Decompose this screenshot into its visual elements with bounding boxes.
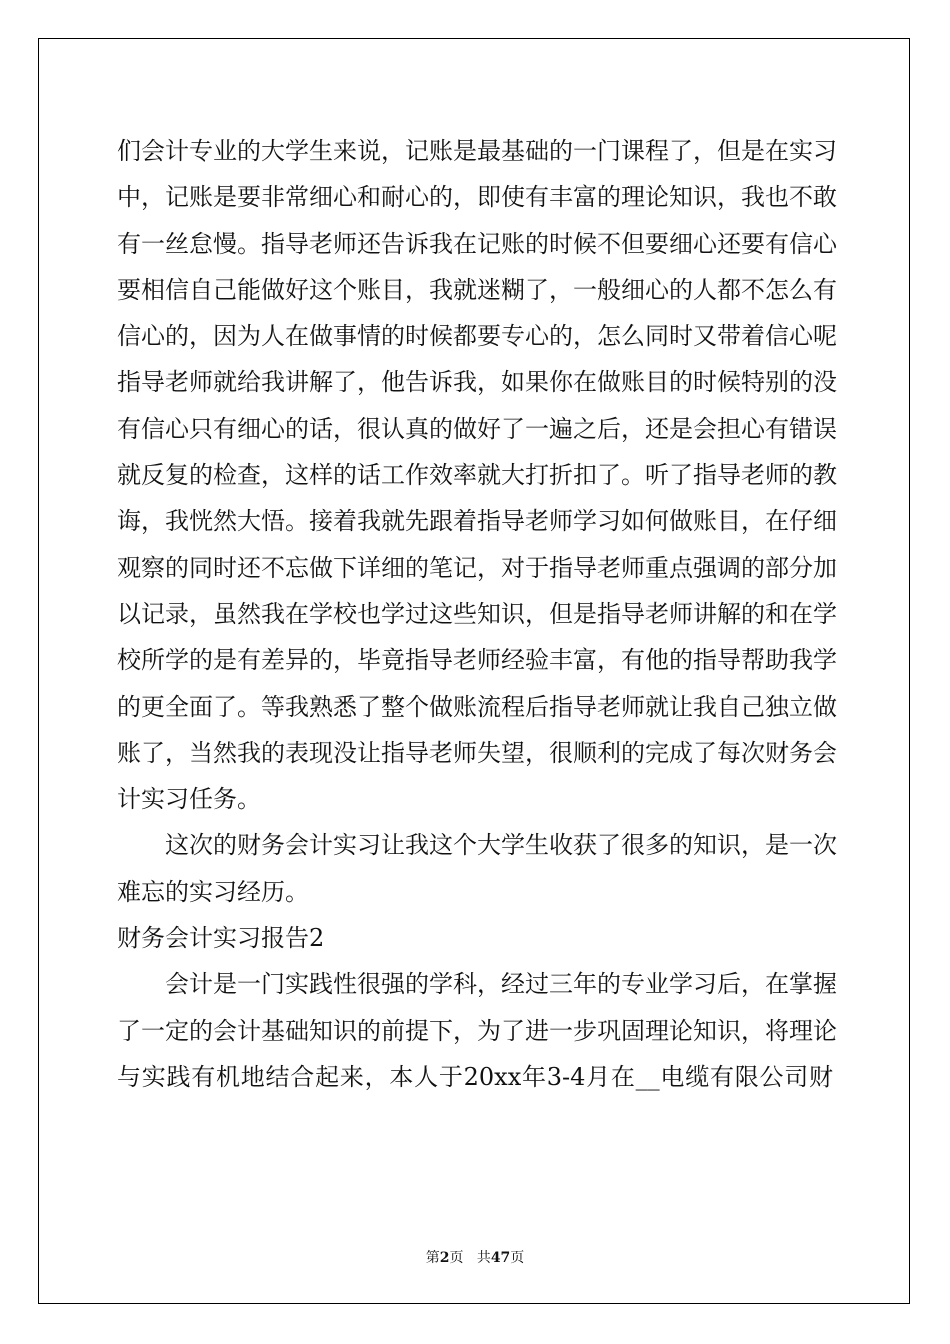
body-line: 会计是一门实践性很强的学科，经过三年的专业学习后，在掌握 bbox=[165, 970, 837, 999]
body-line: 有一丝怠慢。指导老师还告诉我在记账的时候不但要细心还要有信心 bbox=[117, 229, 837, 258]
page-footer bbox=[0, 1247, 950, 1267]
footer-total-suffix: 页 bbox=[510, 1250, 525, 1266]
footer-total-prefix: 共 bbox=[476, 1250, 491, 1266]
body-line: 就反复的检查，这样的话工作效率就大打折扣了。听了指导老师的教 bbox=[117, 461, 837, 490]
body-line: 们会计专业的大学生来说，记账是最基础的一门课程了，但是在实习 bbox=[117, 137, 837, 165]
body-line: 指导老师就给我讲解了，他告诉我，如果你在做账目的时候特别的没 bbox=[117, 368, 837, 397]
body-line: 与实践有机地结合起来，本人于20xx年3-4月在__电缆有限公司财 bbox=[117, 1062, 833, 1091]
document-body bbox=[117, 128, 837, 1100]
body-line: 以记录，虽然我在学校也学过这些知识，但是指导老师讲解的和在学 bbox=[117, 599, 837, 628]
current-page-number: 2 bbox=[439, 1250, 450, 1266]
body-line: 这次的财务会计实习让我这个大学生收获了很多的知识，是一次 bbox=[165, 831, 837, 860]
body-line: 有信心只有细心的话，很认真的做好了一遍之后，还是会担心有错误 bbox=[117, 414, 837, 443]
total-pages-number: 47 bbox=[490, 1250, 511, 1266]
body-line: 的更全面了。等我熟悉了整个做账流程后指导老师就让我自己独立做 bbox=[117, 692, 837, 721]
body-line: 诲，我恍然大悟。接着我就先跟着指导老师学习如何做账目，在仔细 bbox=[117, 507, 837, 536]
body-line: 观察的同时还不忘做下详细的笔记，对于指导老师重点强调的部分加 bbox=[117, 553, 837, 582]
section-heading: 财务会计实习报告2 bbox=[117, 924, 325, 953]
body-line: 要相信自己能做好这个账目，我就迷糊了，一般细心的人都不怎么有 bbox=[117, 275, 837, 304]
body-line: 了一定的会计基础知识的前提下，为了进一步巩固理论知识，将理论 bbox=[117, 1016, 837, 1045]
footer-prefix: 第 bbox=[425, 1250, 440, 1266]
body-line: 计实习任务。 bbox=[117, 785, 261, 814]
body-line: 信心的，因为人在做事情的时候都要专心的，怎么同时又带着信心呢 bbox=[117, 322, 837, 351]
body-line: 校所学的是有差异的，毕竟指导老师经验丰富，有他的指导帮助我学 bbox=[117, 646, 837, 675]
body-line: 中，记账是要非常细心和耐心的，即使有丰富的理论知识，我也不敢 bbox=[117, 183, 837, 212]
body-line: 账了，当然我的表现没让指导老师失望，很顺利的完成了每次财务会 bbox=[117, 738, 837, 767]
footer-page-suffix: 页 bbox=[449, 1250, 464, 1266]
body-line: 难忘的实习经历。 bbox=[117, 877, 309, 906]
